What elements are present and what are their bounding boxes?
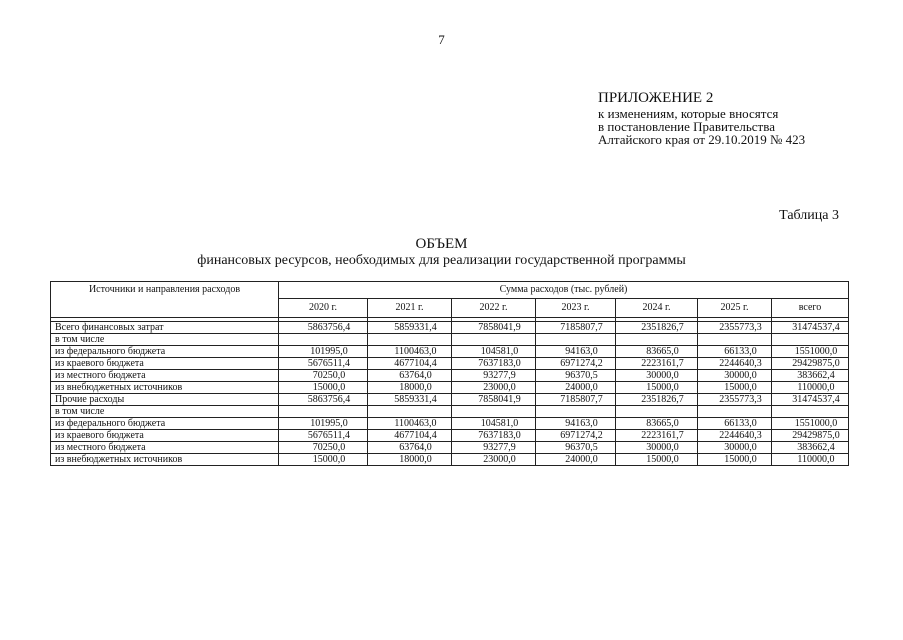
value-text: 96370,5 [565, 442, 598, 453]
year-header: 2021 г. [368, 299, 452, 318]
value-text: 24000,0 [565, 382, 598, 393]
value-cell [772, 454, 849, 466]
value-cell [698, 454, 772, 466]
value-text: 383662,4 [797, 442, 835, 453]
year-header: 2020 г. [279, 299, 368, 318]
table-row [51, 370, 849, 382]
value-text: 30000,0 [724, 442, 757, 453]
value-text: 2355773,3 [719, 394, 762, 405]
value-text: 6971274,2 [560, 358, 603, 369]
value-text: 66133,0 [724, 418, 757, 429]
value-text: 24000,0 [565, 454, 598, 465]
value-cell [368, 358, 452, 370]
value-text: 4677104,4 [394, 358, 437, 369]
value-cell [452, 370, 536, 382]
value-text: 2244640,3 [719, 430, 762, 441]
row-label: из краевого бюджета [51, 358, 279, 370]
value-cell [279, 406, 368, 418]
value-cell [452, 382, 536, 394]
value-cell [279, 322, 368, 334]
value-cell [536, 394, 616, 406]
value-text: 110000,0 [797, 454, 835, 465]
value-cell [772, 430, 849, 442]
value-cell [698, 406, 772, 418]
row-label: из внебюджетных источников [51, 454, 279, 466]
value-cell [452, 358, 536, 370]
value-text: 5676511,4 [307, 430, 351, 441]
value-cell [698, 418, 772, 430]
value-cell [279, 370, 368, 382]
value-cell [279, 382, 368, 394]
value-cell [368, 418, 452, 430]
value-cell [452, 454, 536, 466]
row-label: в том числе [51, 334, 279, 346]
value-cell [368, 394, 452, 406]
table-row [51, 334, 849, 346]
value-text: 63764,0 [399, 370, 432, 381]
row-label: из федерального бюджета [51, 346, 279, 358]
value-text: 7637183,0 [478, 430, 521, 441]
value-cell [772, 358, 849, 370]
value-cell [452, 322, 536, 334]
value-cell [368, 346, 452, 358]
value-cell [536, 406, 616, 418]
row-label: из краевого бюджета [51, 430, 279, 442]
value-text: 18000,0 [399, 454, 432, 465]
value-text: 2223161,7 [641, 430, 684, 441]
value-text: 15000,0 [724, 454, 757, 465]
value-cell [616, 406, 698, 418]
value-cell [452, 430, 536, 442]
value-cell [772, 418, 849, 430]
value-cell [616, 418, 698, 430]
value-cell [279, 454, 368, 466]
value-cell [279, 358, 368, 370]
value-cell [452, 442, 536, 454]
value-cell [698, 322, 772, 334]
value-text: 15000,0 [646, 382, 679, 393]
value-text: 23000,0 [483, 454, 516, 465]
table-row [51, 406, 849, 418]
appendix-block [598, 91, 805, 146]
value-text: 1100463,0 [394, 346, 437, 357]
value-cell [698, 430, 772, 442]
value-cell [452, 394, 536, 406]
value-cell [368, 442, 452, 454]
value-cell [772, 322, 849, 334]
appendix-line: Алтайского края от 29.10.2019 № 423 [598, 132, 806, 147]
value-cell [698, 370, 772, 382]
value-text: 15000,0 [724, 382, 757, 393]
value-cell [698, 334, 772, 346]
total-header: всего [772, 299, 849, 318]
value-text: 5676511,4 [307, 358, 351, 369]
value-text: 101995,0 [310, 346, 348, 357]
value-text: 5859331,4 [394, 394, 437, 405]
row-label: из местного бюджета [51, 442, 279, 454]
value-cell [279, 418, 368, 430]
value-cell [279, 346, 368, 358]
value-cell [368, 370, 452, 382]
value-text: 5859331,4 [394, 322, 437, 333]
value-text: 7185807,7 [560, 322, 603, 333]
value-text: 30000,0 [646, 442, 679, 453]
value-cell [616, 346, 698, 358]
value-text: 7637183,0 [478, 358, 521, 369]
value-text: 30000,0 [646, 370, 679, 381]
value-text: 104581,0 [480, 418, 519, 429]
value-text: 7858041,9 [478, 394, 521, 405]
row-label: Всего финансовых затрат [51, 322, 279, 334]
value-cell [698, 394, 772, 406]
value-cell [772, 370, 849, 382]
value-cell [452, 334, 536, 346]
year-header: 2023 г. [536, 299, 616, 318]
value-cell [616, 442, 698, 454]
value-text: 23000,0 [483, 382, 516, 393]
table-row [51, 346, 849, 358]
table-row [51, 442, 849, 454]
source-header: Источники и направления расходов [51, 282, 279, 318]
value-cell [452, 418, 536, 430]
value-cell [536, 322, 616, 334]
value-text: 94163,0 [565, 346, 598, 357]
value-text: 83665,0 [646, 346, 679, 357]
value-text: 83665,0 [646, 418, 679, 429]
value-cell [616, 394, 698, 406]
value-cell [368, 454, 452, 466]
row-label: из местного бюджета [51, 370, 279, 382]
table-row [51, 394, 849, 406]
value-text: 7858041,9 [478, 322, 521, 333]
value-text: 2351826,7 [641, 394, 684, 405]
value-text: 31474537,4 [792, 394, 840, 405]
row-label: из внебюджетных источников [51, 382, 279, 394]
value-cell [772, 382, 849, 394]
value-cell [616, 370, 698, 382]
table-row [51, 454, 849, 466]
row-label: из федерального бюджета [51, 418, 279, 430]
value-cell [452, 406, 536, 418]
value-cell [536, 442, 616, 454]
table-row [51, 418, 849, 430]
financial-resources-table [50, 281, 849, 466]
page-number: 7 [438, 32, 445, 47]
year-header: 2025 г. [698, 299, 772, 318]
value-text: 96370,5 [565, 370, 598, 381]
table-row [51, 382, 849, 394]
value-text: 29429875,0 [792, 430, 840, 441]
value-text: 104581,0 [480, 346, 519, 357]
row-label: в том числе [51, 406, 279, 418]
value-text: 4677104,4 [394, 430, 437, 441]
value-text: 29429875,0 [792, 358, 840, 369]
value-cell [536, 358, 616, 370]
table-row [51, 430, 849, 442]
value-text: 93277,9 [483, 442, 516, 453]
value-cell [536, 370, 616, 382]
value-cell [368, 406, 452, 418]
value-cell [536, 382, 616, 394]
value-cell [279, 430, 368, 442]
value-text: 15000,0 [312, 454, 346, 465]
value-cell [536, 430, 616, 442]
value-text: 30000,0 [724, 370, 757, 381]
value-cell [279, 394, 368, 406]
value-text: 31474537,4 [792, 322, 840, 333]
value-text: 93277,9 [483, 370, 516, 381]
year-header: 2024 г. [616, 299, 698, 318]
value-cell [368, 382, 452, 394]
value-cell [368, 322, 452, 334]
value-cell [452, 346, 536, 358]
value-text: 15000,0 [646, 454, 679, 465]
value-text: 2223161,7 [641, 358, 684, 369]
document-title: ОБЪЕМ [415, 236, 468, 252]
table-label: Таблица 3 [779, 208, 839, 223]
value-cell [772, 346, 849, 358]
value-cell [536, 334, 616, 346]
value-text: 2355773,3 [719, 322, 762, 333]
table-row [51, 322, 849, 334]
appendix-line: к изменениям, которые вносятся [598, 106, 779, 121]
value-text: 63764,0 [399, 442, 432, 453]
value-text: 7185807,7 [560, 394, 603, 405]
document-subtitle: финансовых ресурсов, необходимых для реализации государственной программы [197, 253, 686, 268]
value-cell [616, 382, 698, 394]
value-cell [616, 358, 698, 370]
value-text: 5863756,4 [307, 322, 351, 333]
value-cell [772, 442, 849, 454]
value-cell [279, 334, 368, 346]
value-cell [772, 394, 849, 406]
appendix-heading: ПРИЛОЖЕНИЕ 2 [598, 90, 714, 106]
value-text: 110000,0 [797, 382, 835, 393]
table-row [51, 358, 849, 370]
value-cell [368, 430, 452, 442]
value-cell [698, 382, 772, 394]
value-text: 2244640,3 [719, 358, 762, 369]
value-text: 101995,0 [310, 418, 348, 429]
value-cell [616, 430, 698, 442]
year-header: 2022 г. [452, 299, 536, 318]
value-text: 5863756,4 [307, 394, 351, 405]
value-cell [698, 358, 772, 370]
value-text: 1551000,0 [794, 418, 838, 429]
value-cell [536, 454, 616, 466]
value-cell [772, 334, 849, 346]
value-cell [279, 442, 368, 454]
value-cell [616, 322, 698, 334]
value-text: 18000,0 [399, 382, 432, 393]
value-text: 6971274,2 [560, 430, 603, 441]
value-cell [698, 346, 772, 358]
appendix-line: в постановление Правительства [598, 119, 775, 134]
table-header-row [51, 282, 849, 299]
value-text: 15000,0 [312, 382, 346, 393]
value-text: 1551000,0 [794, 346, 838, 357]
value-cell [616, 334, 698, 346]
value-cell [772, 406, 849, 418]
sum-header: Сумма расходов (тыс. рублей) [279, 282, 849, 299]
value-text: 70250,0 [312, 442, 346, 453]
value-text: 66133,0 [724, 346, 757, 357]
value-cell [698, 442, 772, 454]
value-cell [536, 418, 616, 430]
value-cell [368, 334, 452, 346]
value-text: 383662,4 [797, 370, 835, 381]
value-text: 2351826,7 [641, 322, 684, 333]
value-text: 94163,0 [565, 418, 598, 429]
row-label: Прочие расходы [51, 394, 279, 406]
value-text: 70250,0 [312, 370, 346, 381]
value-cell [536, 346, 616, 358]
value-text: 1100463,0 [394, 418, 437, 429]
value-cell [616, 454, 698, 466]
